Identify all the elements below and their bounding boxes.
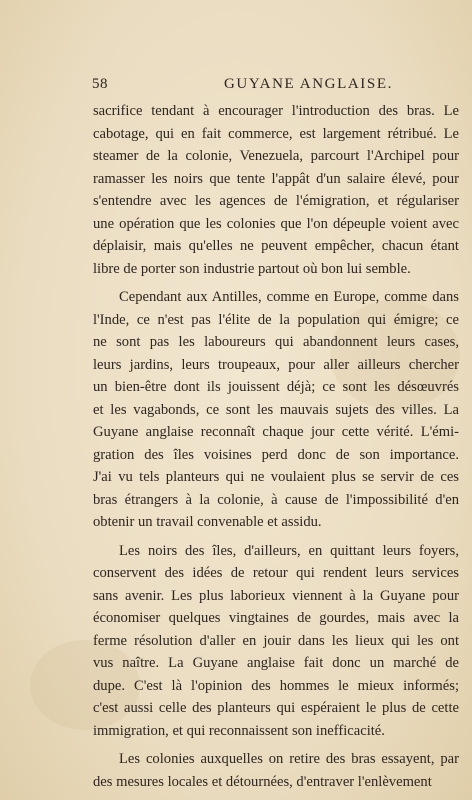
text-line: dupe. C'est là l'opinion des hommes le mieux informés; (93, 677, 459, 694)
text-line: bras étrangers à la colonie, à cause de l'impossibilité d'en (93, 491, 459, 508)
text-line: c'est aussi celle des planteurs qui espéraient le plus de cette (93, 700, 459, 716)
text-line: Les noirs des îles, d'ailleurs, en quittant leurs foyers, (119, 542, 459, 559)
text-line: vus naître. La Guyane anglaise fait donc un marché de (93, 655, 459, 671)
running-head: GUYANE ANGLAISE. (224, 76, 393, 92)
page-number: 58 (92, 76, 108, 92)
text-line: obtenir un travail convenable et assidu. (93, 514, 322, 530)
text-line: une opération que les colonies que l'on dépeuple voient avec (93, 215, 459, 232)
text-line: sacrifice tendant à encourager l'introduction des bras. Le (93, 103, 459, 119)
page-header (92, 76, 392, 96)
text-line: Les colonies auxquelles on retire des bras essayent, par (119, 751, 459, 767)
text-line: libre de porter son industrie partout où bon lui semble. (93, 260, 411, 277)
text-line: s'entendre avec les agences de l'émigration, et régulariser (93, 193, 459, 209)
paragraph (93, 540, 459, 743)
paragraph (93, 100, 459, 280)
body-text (93, 100, 459, 793)
text-line: J'ai vu tels planteurs qui ne voulaient plus se servir de ces (93, 469, 459, 485)
text-line: Guyane anglaise reconnaît chaque jour cette vérité. L'émi- (93, 424, 459, 440)
text-line: gration des îles voisines perd donc de son importance. (93, 446, 459, 463)
text-line: ferme résolution d'aller en jouir dans les lieux qui les ont (93, 632, 459, 649)
text-line: steamer de la colonie, Venezuela, parcourt l'Archipel pour (93, 148, 459, 164)
text-line: et les vagabonds, ce sont les mauvais sujets des villes. La (93, 401, 459, 418)
text-line: déplaisir, mais qu'elles ne peuvent empêcher, chacun étant (93, 238, 459, 254)
text-line: l'Inde, ce n'est pas l'élite de la population qui émigre; ce (93, 311, 459, 328)
text-line: ne sont pas les laboureurs qui abandonnent leurs cases, (93, 334, 459, 350)
text-line: ramasser les noirs que tente l'appât d'un salaire élevé, pour (93, 170, 459, 187)
text-line: conservent des idées de retour qui rendent leurs services (93, 565, 459, 581)
text-line: un bien-être dont ils jouissent déjà; ce sont les désœuvrés (93, 379, 459, 395)
text-line: des mesures locales et détournées, d'entraver l'enlèvement (93, 773, 432, 790)
text-line: immigration, et qui reconnaissent son inefficacité. (93, 722, 385, 739)
text-line: économiser quelques vingtaines de gourdes, mais avec la (93, 610, 459, 626)
text-line: sans avenir. Les plus laborieux viennent à la Guyane pour (93, 587, 459, 604)
paragraph (93, 748, 459, 793)
text-line: leurs jardins, leurs troupeaux, pour aller ailleurs chercher (93, 356, 459, 373)
text-line: Cependant aux Antilles, comme en Europe, comme dans (119, 289, 459, 305)
paragraph (93, 286, 459, 534)
text-line: cabotage, qui en fait commerce, est largement rétribué. Le (93, 125, 459, 142)
